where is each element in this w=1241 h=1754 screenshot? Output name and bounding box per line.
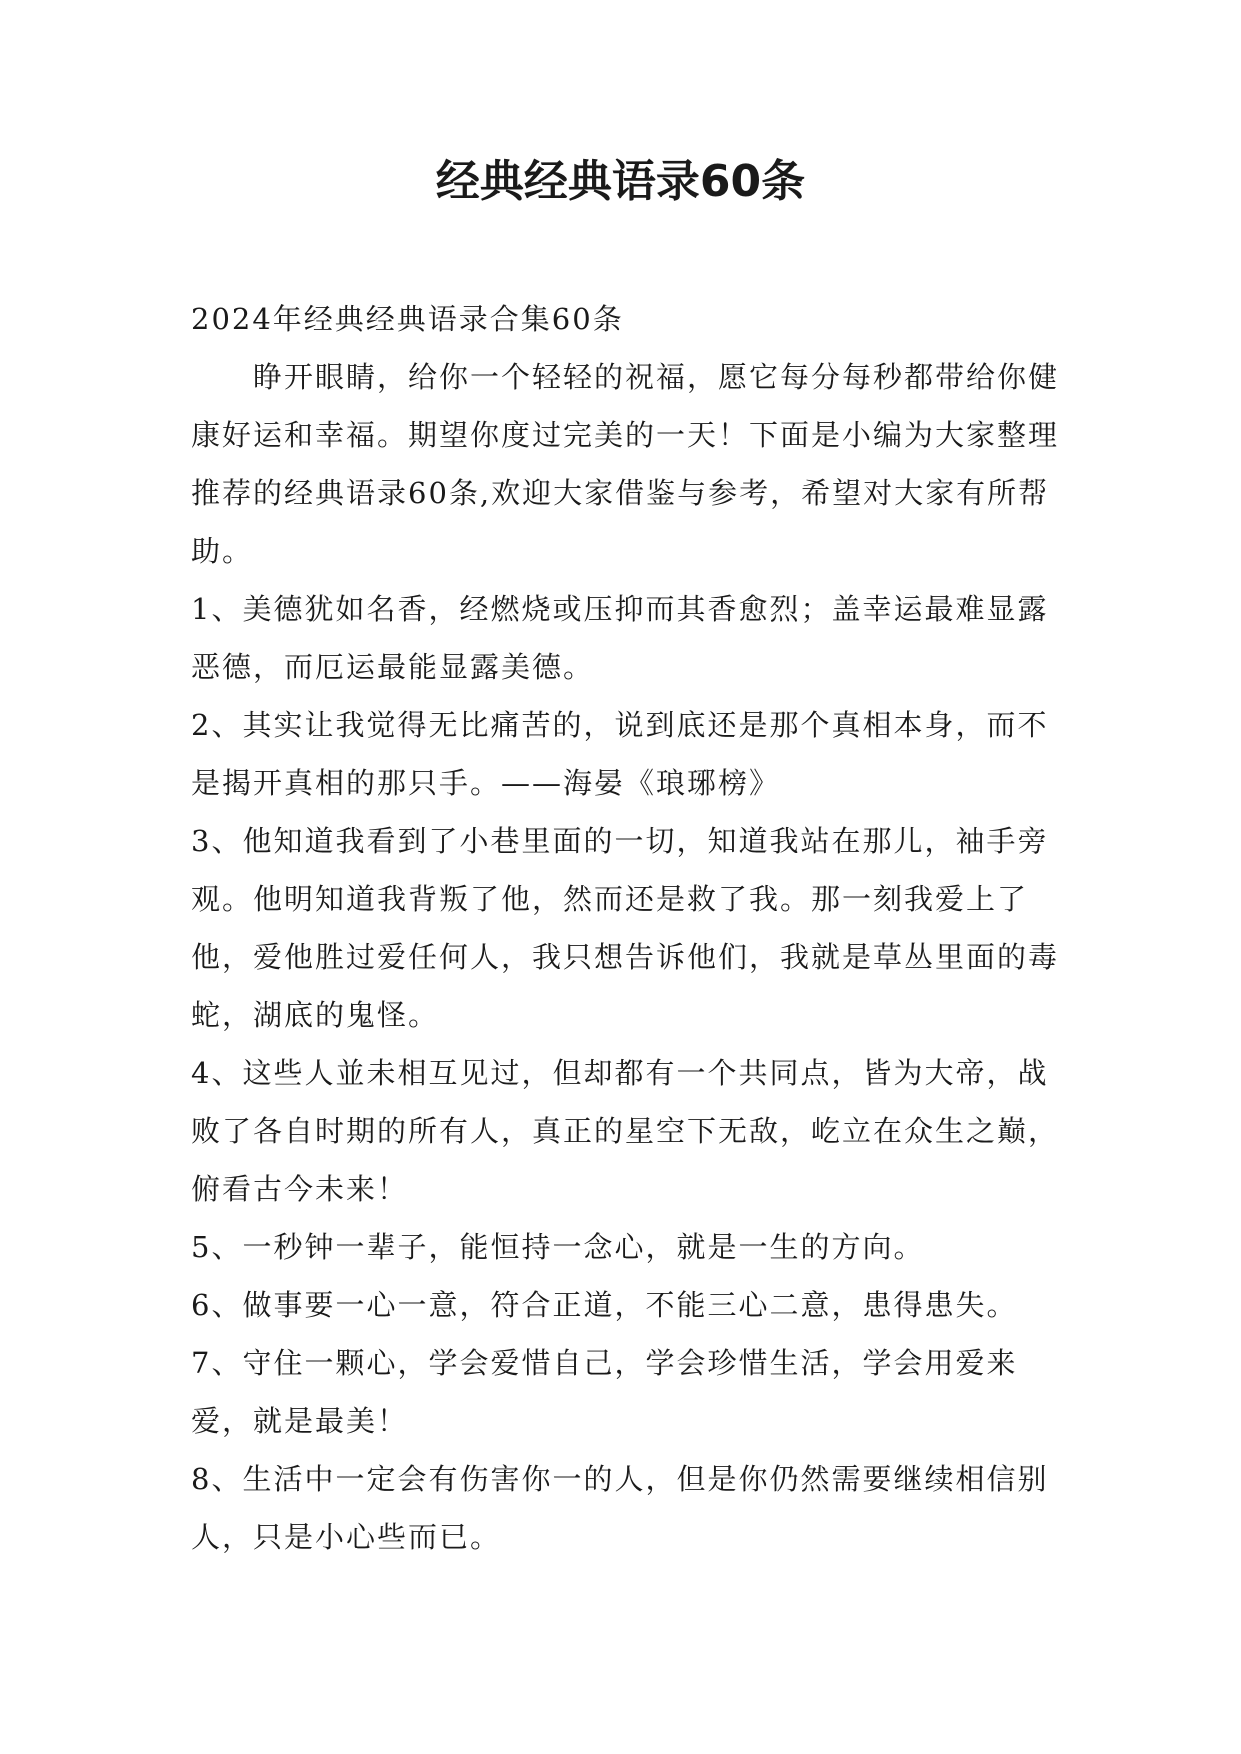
quote-item-7: 7、守住一颗心，学会爱惜自己，学会珍惜生活，学会用爱来爱，就是最美！ [191,1346,1018,1438]
document-body [191,290,1071,1566]
quote-item-8: 8、生活中一定会有伤害你一的人，但是你仍然需要继续相信别人，只是小心些而已。 [191,1462,1049,1554]
quote-item-4: 4、这些人並未相互见过，但却都有一个共同点，皆为大帝，战败了各自时期的所有人，真正的星空下无敌，屹立在众生之巅，俯看古今未来！ [191,1056,1060,1206]
intro-paragraph: 睁开眼睛，给你一个轻轻的祝福，愿它每分每秒都带给你健康好运和幸福。期望你度过完美的一天！下面是小编为大家整理推荐的经典语录60条,欢迎大家借鉴与参考，希望对大家有所帮助。 [191,360,1060,568]
quote-item-6: 6、做事要一心一意，符合正道，不能三心二意，患得患失。 [191,1288,1018,1322]
document-subtitle: 2024年经典经典语录合集60条 [191,302,624,336]
quote-item-3: 3、他知道我看到了小巷里面的一切，知道我站在那儿，袖手旁观。他明知道我背叛了他，然而还是救了我。那一刻我爱上了他，爱他胜过爱任何人，我只想告诉他们，我就是草丛里面的毒蛇，湖底的鬼怪。 [191,824,1060,1032]
quote-item-1: 1、美德犹如名香，经燃烧或压抑而其香愈烈；盖幸运最难显露恶德，而厄运最能显露美德。 [191,592,1049,684]
quote-item-5: 5、一秒钟一辈子，能恒持一念心，就是一生的方向。 [191,1230,925,1264]
quote-item-2: 2、其实让我觉得无比痛苦的，说到底还是那个真相本身，而不是揭开真相的那只手。——海晏《琅琊榜》 [191,708,1049,800]
document-title: 经典经典语录60条 [435,156,806,207]
